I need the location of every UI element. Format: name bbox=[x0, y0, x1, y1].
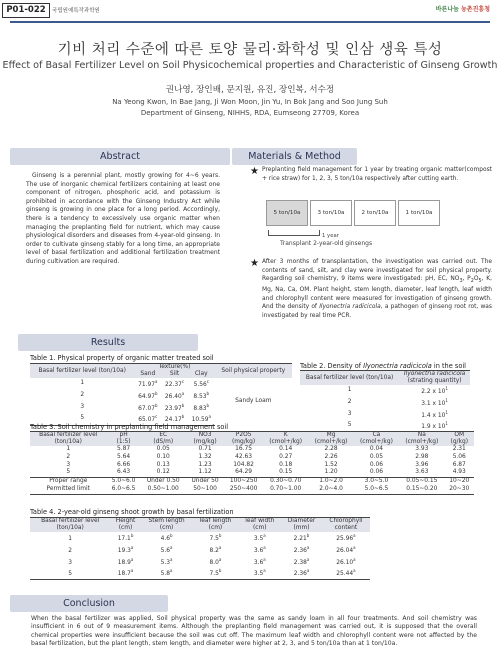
year-bracket bbox=[268, 230, 320, 236]
table3-header-unit: (cmol+/kg) bbox=[308, 439, 353, 446]
materials-item-2: After 3 months of transplantation, the investigation was carried out. The contents of sand, silt, and clay were investigated for soil physical property. Regarding soil chemistry, 9 items were investigated: pH, EC, $NO_3$, $P_2O_5$, K, Mg, Na, Ca, OM. Plant height, stem length, diameter, leaf length, leaf width and chlorophyll content were measured for investigation of ginseng growth. And the density of Ilyonectria radicicola, a pathogen of ginseng root rot, was investigated by real time PCR. bbox=[262, 259, 492, 319]
table-row: 2 19.3$^a$ 5.6$^a$ 8.2$^a$ 3.6$^a$ 2.36$^a$ 26.04$^a$ bbox=[68, 544, 356, 554]
table-row: 3 18.9$^a$ 5.3$^a$ 8.0$^a$ 3.6$^a$ 2.38$^a$ 26.10$^a$ bbox=[68, 556, 356, 566]
institute-right-sub: 농촌진흥청 bbox=[461, 6, 490, 13]
table2-caption: Table 2. Density of Ilyonectria radicicola in the soil bbox=[300, 362, 467, 370]
table-row: 1 2.2 x $10^1$ bbox=[347, 386, 448, 395]
table3 bbox=[30, 431, 474, 495]
table3-header-unit: (mg/kg) bbox=[224, 439, 263, 446]
table-row: 2 3.1 x $10^1$ bbox=[347, 397, 448, 407]
table1-header-level: Basal fertilizer level (ton/10a) bbox=[30, 364, 134, 379]
star-bullet-icon: ★ bbox=[250, 258, 259, 269]
table3-header: Na bbox=[399, 432, 444, 440]
table3-header-unit: (dS/m) bbox=[141, 439, 186, 446]
year-label: 1 year bbox=[322, 233, 339, 239]
table3-header-unit: (1:5) bbox=[107, 439, 141, 446]
plot-box-3ton: 3 ton/10a bbox=[310, 200, 352, 226]
materials-item-1: Preplanting field management for 1 year by treating organic matter(compost + rice straw) for 1, 2, 3, 5 ton/10a respectively after cutting earth. bbox=[262, 167, 492, 182]
table3-header: EC bbox=[141, 432, 186, 440]
table3-header: P2O5 bbox=[224, 432, 263, 440]
table3-header-unit: (cmol+/kg) bbox=[263, 439, 308, 446]
institute-right-main: 바른나눔 bbox=[435, 6, 459, 13]
table4-header: Chlorophyll bbox=[322, 518, 370, 526]
table1-header-clay: Clay bbox=[188, 371, 215, 378]
table-row: 2 64.97$^b$ 26.40$^a$ 8.53$^b$ bbox=[80, 390, 210, 400]
table-row-proper: Proper range 5.0~6.0 Under 0.50 Under 50 100~250 0.30~0.70 1.0~2.0 3.0~5.0 0.05~0.15 10~20 bbox=[49, 478, 470, 485]
plot-box-1ton: 1 ton/10a bbox=[398, 200, 440, 226]
plot-box-5ton: 5 ton/10a bbox=[266, 200, 308, 226]
table3-header: Ca bbox=[354, 432, 399, 440]
table2-header-density: Ilyonectria radicicola (strating quantity) bbox=[399, 371, 470, 386]
table3-header: Mg bbox=[308, 432, 353, 440]
department-affiliation: Department of Ginseng, NIHHS, RDA, Eumseong 27709, Korea bbox=[140, 109, 360, 117]
table4-header-unit: content bbox=[322, 525, 370, 532]
plot-box-2ton: 2 ton/10a bbox=[354, 200, 396, 226]
table1-header-sand: Sand bbox=[134, 371, 161, 378]
title-korean: 기비 처리 수준에 따른 토양 물리·화학성 및 인삼 생육 특성 bbox=[57, 42, 443, 58]
table3-header-unit: (ton/10a) bbox=[30, 439, 107, 446]
materials-heading: Materials & Method bbox=[232, 148, 357, 165]
table4-header: Basal fertilizer level bbox=[30, 518, 110, 526]
plot-boxes-row bbox=[266, 200, 486, 226]
table4-caption: Table 4. 2-year-old ginseng shoot growth by basal fertilization bbox=[30, 508, 234, 516]
table3-header-unit: (g/kg) bbox=[445, 439, 474, 446]
table4-header-unit: (cm) bbox=[141, 525, 193, 532]
table4-header-unit: (ton/10a) bbox=[30, 525, 110, 532]
table-row: 1 17.1$^b$ 4.6$^b$ 7.5$^b$ 3.5$^a$ 2.21$^b$ 25.96$^a$ bbox=[68, 533, 356, 542]
table-row: 5 6.43 0.12 1.12 64.29 0.15 1.20 0.06 3.63 4.93 bbox=[30, 469, 474, 477]
table4-header: leaf width bbox=[238, 518, 281, 526]
transplant-caption: Transplant 2-year-old ginsengs bbox=[280, 240, 373, 247]
table-row: 3 1.4 x $10^1$ bbox=[347, 409, 448, 419]
table2-header-level: Basal fertilizer level (ton/10a) bbox=[300, 371, 399, 386]
table3-header-unit: (mg/kg) bbox=[186, 439, 224, 446]
conclusion-text: When the basal fertilizer was applied, Soil physical property was the same as sandy loam in all four treatments. And soil chemistry was insufficient in 6 out of 9 measurement items. Although the preplanting field management was carried out, it is supposed that the overall chemical properties were insufficient because the soil was cut off. The maximum leaf width and chlorophyll content were not affected by the basal fertilization, but the plant length, stem length, and diameter were higher at 2, 3, and 5 ton/10a than at 1 ton/10a. bbox=[31, 615, 477, 648]
abstract-text: Ginseng is a perennial plant, mostly growing for 4~6 years. The use of inorganic chemical fertilizers containing at least one component of nitrogen, phosphoric acid, and potassium is prohibited in accordance with the Ginseng Industry Act while ginseng is growing in one place for a long period. Accordingly, there is a tendency to excessively use organic matter when managing the preplanting field for nutrient, which may cause physiological disorders and diseases from 4-year-old ginseng. In order to cultivate ginseng stably for a long time, an appropriate level of basal fertilization and additional fertilization treatment during cultivation are required. bbox=[26, 172, 220, 265]
abstract-heading: Abstract bbox=[10, 148, 230, 165]
table-row: 5 65.07$^c$ 24.17$^b$ 10.59$^a$ bbox=[30, 413, 292, 425]
star-bullet-icon: ★ bbox=[250, 166, 259, 177]
table4-header-unit: (cm) bbox=[238, 525, 281, 532]
table1-property-value: Sandy Loam bbox=[235, 397, 272, 404]
table4-header-unit: (cm) bbox=[110, 525, 140, 532]
table4-header: leaf length bbox=[192, 518, 238, 526]
table-row: 3 67.07$^b$ 23.97$^b$ 8.83$^b$ bbox=[80, 402, 210, 412]
table-row: 5 1.9 x $10^1$ bbox=[300, 420, 470, 432]
table-row-permitted: Permitted limit 6.0~6.5 0.50~1.00 50~100 250~400 0.70~1.00 2.0~4.0 5.0~6.5 0.15~0.20 20~30 bbox=[30, 486, 474, 494]
table1 bbox=[30, 363, 292, 426]
table-row: 2 5.64 0.10 1.32 42.63 0.27 2.26 0.05 2.98 5.06 bbox=[66, 453, 466, 460]
table4-header: Height bbox=[110, 518, 140, 526]
authors-korean: 권나영, 장인배, 문지원, 유진, 장인복, 서수정 bbox=[165, 85, 335, 95]
table-row: 5 18.7$^a$ 5.8$^a$ 7.5$^b$ 3.5$^a$ 2.36$^a$ 25.44$^a$ bbox=[30, 567, 370, 579]
table3-header: K bbox=[263, 432, 308, 440]
table3-caption: Table 3. Soil chemistry in preplanting field management soil bbox=[30, 423, 229, 431]
table4-header: Diameter bbox=[281, 518, 322, 526]
poster-id-badge: P01-022 bbox=[2, 3, 50, 18]
table1-header-property: Soil physical property bbox=[215, 364, 292, 379]
table3-header: OM bbox=[445, 432, 474, 440]
table2 bbox=[300, 370, 470, 433]
conclusion-heading: Conclusion bbox=[10, 595, 168, 612]
header-divider bbox=[10, 21, 490, 23]
table1-header-silt: Silt bbox=[161, 371, 188, 378]
table-row: 3 6.66 0.13 1.23 104.82 0.18 1.52 0.06 3.96 6.87 bbox=[66, 461, 466, 468]
table4-header: Stem length bbox=[141, 518, 193, 526]
institute-right-logo bbox=[436, 4, 490, 13]
table1-header-texture: Texture(%) bbox=[134, 364, 214, 372]
table4 bbox=[30, 517, 370, 580]
table1-caption: Table 1. Physical property of organic matter treated soil bbox=[30, 354, 214, 362]
table4-header-unit: (cm) bbox=[192, 525, 238, 532]
results-heading: Results bbox=[18, 334, 198, 351]
table3-header-unit: (cmol+/kg) bbox=[399, 439, 444, 446]
table4-header-unit: (mm) bbox=[281, 525, 322, 532]
table3-header: NO3 bbox=[186, 432, 224, 440]
title-english: Effect of Basal Fertilizer Level on Soil Physicochemical properties and Characteristic of Ginseng Growth bbox=[2, 60, 498, 71]
table3-header: Basal fertilizer level bbox=[30, 432, 107, 440]
table3-header: pH bbox=[107, 432, 141, 440]
table3-header-unit: (cmol+/kg) bbox=[354, 439, 399, 446]
institute-left-label: 국립원예특작과학원 bbox=[52, 8, 100, 14]
table-row: 1 5.87 0.05 0.71 16.75 0.14 2.28 0.04 3.93 2.31 bbox=[66, 446, 466, 452]
table-row: 1 71.97$^a$ 22.37$^c$ 5.56$^c$ Sandy Loam bbox=[30, 378, 292, 390]
authors-english: Na Yeong Kwon, In Bae Jang, Ji Won Moon, Jin Yu, In Bok Jang and Soo Jung Suh bbox=[112, 98, 388, 106]
